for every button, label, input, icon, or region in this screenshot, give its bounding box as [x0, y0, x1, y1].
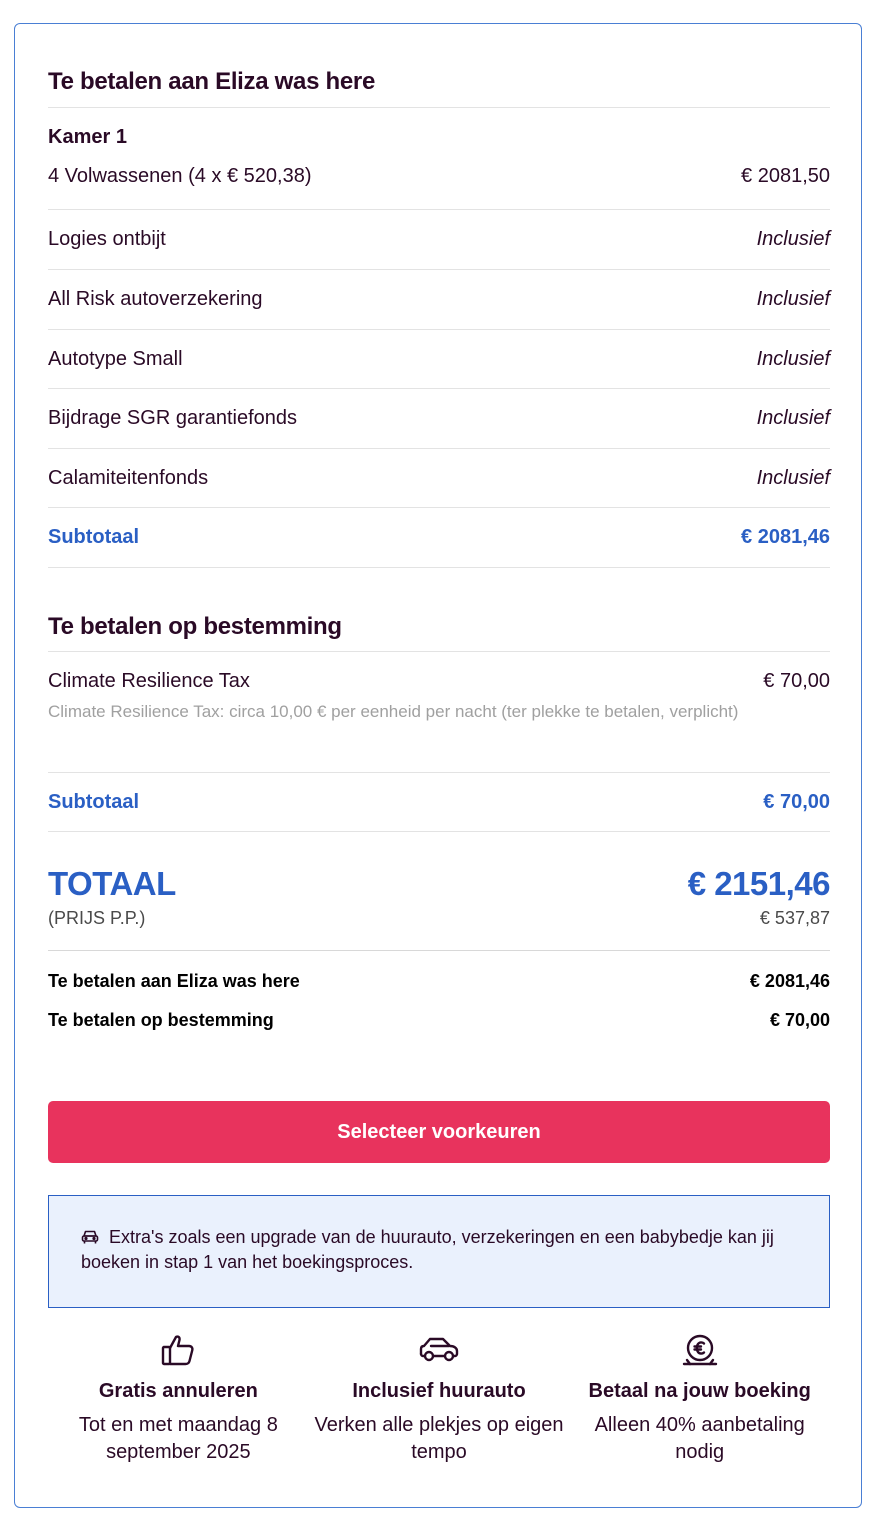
subtotal-row: [48, 791, 830, 814]
extras-info-box: [48, 1195, 830, 1308]
divider: [48, 388, 830, 389]
thumbs-up-icon: [48, 1332, 309, 1368]
summary-row: [48, 971, 830, 992]
feature-title: Inclusief huurauto: [352, 1380, 526, 1402]
tax-label: Climate Resilience Tax: [48, 670, 250, 692]
line-item: [48, 407, 830, 430]
subtotal-label: Subtotaal: [48, 526, 140, 548]
line-item-label: Logies ontbijt: [48, 228, 166, 250]
line-item-value: Inclusief: [756, 228, 830, 250]
divider: [48, 651, 830, 652]
line-item-value: Inclusief: [756, 288, 830, 310]
feature-rental-car: [309, 1330, 570, 1466]
car-icon: [81, 1228, 99, 1251]
divider: [48, 269, 830, 270]
summary-value: € 2081,46: [749, 971, 830, 991]
feature-desc: Alleen 40% aanbetaling nodig: [594, 1414, 805, 1463]
line-item-label: Autotype Small: [48, 348, 183, 370]
section-title-pay-destination: Te betalen op bestemming: [48, 613, 342, 640]
feature-free-cancellation: [48, 1330, 309, 1466]
tax-note: Climate Resilience Tax: circa 10,00 € per eenheid per nacht (ter plekke te betalen, verplicht): [48, 702, 739, 721]
divider: [48, 329, 830, 330]
divider: [48, 772, 830, 773]
euro-coin-icon: [569, 1332, 830, 1368]
line-item: [48, 348, 830, 371]
subtotal-row: [48, 526, 830, 549]
subtotal-value: € 2081,46: [741, 526, 830, 548]
room-label: Kamer 1: [48, 126, 127, 148]
subtotal-value: € 70,00: [763, 791, 830, 813]
divider: [48, 567, 830, 568]
line-item: [48, 288, 830, 311]
room-line-value: € 2081,50: [741, 165, 830, 187]
usp-features: [48, 1330, 830, 1466]
select-preferences-button[interactable]: Selecteer voorkeuren: [48, 1101, 830, 1163]
divider: [48, 448, 830, 449]
tax-value: € 70,00: [763, 670, 830, 692]
divider: [48, 831, 830, 832]
price-per-person-value: € 537,87: [759, 908, 830, 928]
divider: [48, 107, 830, 108]
room-line-label: 4 Volwassenen (4 x € 520,38): [48, 165, 312, 187]
summary-label: Te betalen aan Eliza was here: [48, 971, 300, 991]
total-label: TOTAAL: [48, 865, 176, 902]
summary-label: Te betalen op bestemming: [48, 1010, 274, 1030]
tax-line: [48, 670, 830, 693]
subtotal-label: Subtotaal: [48, 791, 140, 813]
extras-info-text: Extra's zoals een upgrade van de huurauto, verzekeringen en een babybedje kan jij boeken in stap 1 van het boekingsproces.: [81, 1227, 774, 1272]
line-item: [48, 228, 830, 251]
room-line: [48, 165, 830, 188]
line-item-value: Inclusief: [756, 467, 830, 489]
feature-desc: Verken alle plekjes op eigen tempo: [314, 1414, 564, 1463]
line-item-label: All Risk autoverzekering: [48, 288, 263, 310]
line-item-label: Bijdrage SGR garantiefonds: [48, 407, 298, 429]
summary-value: € 70,00: [769, 1010, 830, 1030]
car-icon: [309, 1332, 570, 1368]
line-item: [48, 467, 830, 490]
divider: [48, 507, 830, 508]
line-item-value: Inclusief: [756, 407, 830, 429]
feature-pay-after-booking: [569, 1330, 830, 1466]
feature-title: Gratis annuleren: [98, 1380, 258, 1402]
total-value: € 2151,46: [687, 865, 830, 902]
price-summary-card: [14, 23, 862, 1508]
feature-desc: Tot en met maandag 8 september 2025: [78, 1414, 278, 1463]
divider: [48, 209, 830, 210]
section-title-pay-provider: Te betalen aan Eliza was here: [48, 68, 375, 95]
divider: [48, 950, 830, 951]
summary-row: [48, 1010, 830, 1031]
line-item-value: Inclusief: [756, 348, 830, 370]
line-item-label: Calamiteitenfonds: [48, 467, 209, 489]
feature-title: Betaal na jouw boeking: [588, 1380, 811, 1402]
price-per-person-label: (PRIJS P.P.): [48, 908, 146, 928]
